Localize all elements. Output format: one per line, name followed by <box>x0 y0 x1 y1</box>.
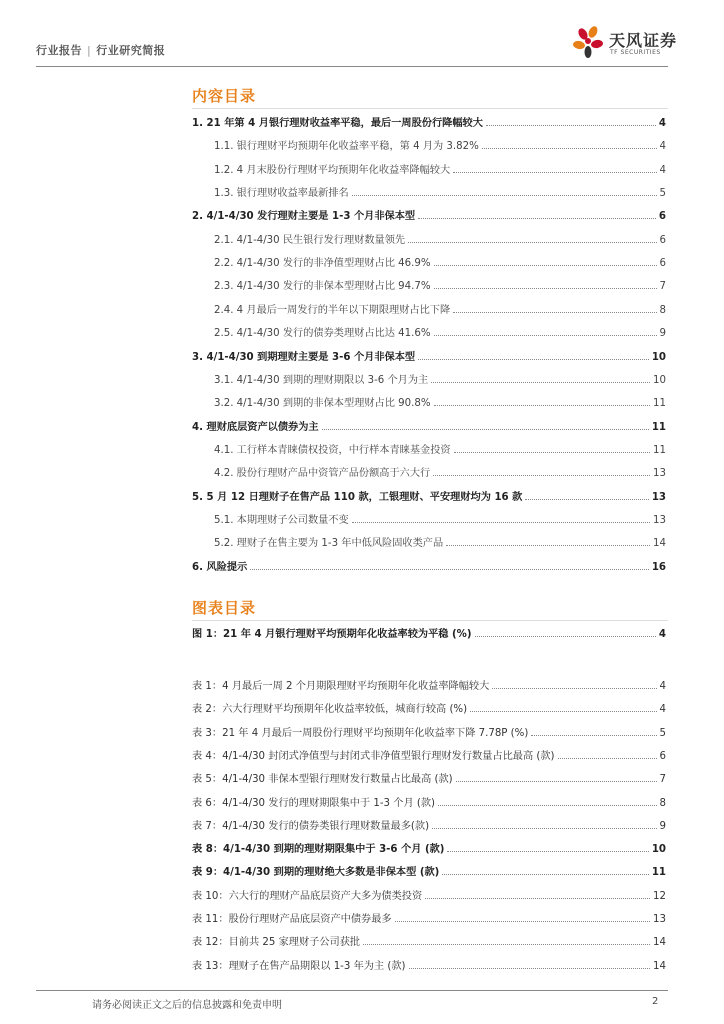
table-entry-page: 6 <box>659 751 666 762</box>
header-separator: | <box>87 44 92 57</box>
leader-dots <box>486 125 656 126</box>
toc-subsection-label: 2.3. 4/1-4/30 发行的非保本型理财占比 94.7% <box>214 281 431 292</box>
toc-subsection-page: 13 <box>653 515 666 526</box>
toc-subsection[interactable] <box>214 440 666 456</box>
toc-subsection[interactable] <box>214 253 666 269</box>
toc-subsection-page: 9 <box>659 328 666 339</box>
figures-title-divider <box>192 620 668 621</box>
table-entry-page: 11 <box>651 867 666 878</box>
toc-section[interactable] <box>192 417 666 433</box>
toc-subsection-page: 5 <box>659 188 666 199</box>
toc-section-label: 5. 5 月 12 日理财子在售产品 110 款，工银理财、平安理财均为 16 款 <box>192 492 523 503</box>
leader-dots <box>453 172 656 173</box>
disclaimer-text: 请务必阅读正文之后的信息披露和免责申明 <box>92 1000 282 1011</box>
leader-dots <box>250 569 649 570</box>
toc-subsection-label: 3.2. 4/1-4/30 到期的非保本型理财占比 90.8% <box>214 398 431 409</box>
toc-subsection-page: 14 <box>653 538 666 549</box>
toc-section[interactable] <box>192 557 666 573</box>
table-entry-label: 表 3：21 年 4 月最后一周股份行理财平均预期年化收益率下降 7.78P (%) <box>192 728 529 739</box>
toc-subsection-label: 5.2. 理财子在售主要为 1-3 年中低风险固收类产品 <box>214 538 444 549</box>
leader-dots <box>434 265 657 266</box>
toc-subsection[interactable] <box>214 136 666 152</box>
toc-section-label: 6. 风险提示 <box>192 562 248 573</box>
table-entry-label: 表 5：4/1-4/30 非保本型银行理财发行数量占比最高 (款) <box>192 774 453 785</box>
toc-subsection[interactable] <box>214 276 666 292</box>
leader-dots <box>322 429 649 430</box>
figures-title: 图表目录 <box>192 599 257 617</box>
table-entry[interactable] <box>192 932 666 948</box>
logo-english-text: TF SECURITIES <box>610 49 661 56</box>
leader-dots <box>434 335 657 336</box>
leader-dots <box>525 499 648 500</box>
toc-subsection-label: 4.2. 股份行理财产品中资管产品份额高于六大行 <box>214 468 431 479</box>
leader-dots <box>431 382 650 383</box>
leader-dots <box>352 195 657 196</box>
leader-dots <box>352 522 650 523</box>
toc-subsection-label: 3.1. 4/1-4/30 到期的理财期限以 3-6 个月为主 <box>214 375 429 386</box>
table-entry[interactable] <box>192 956 666 972</box>
toc-section-page: 16 <box>651 562 666 573</box>
leader-dots <box>363 944 650 945</box>
table-entry-page: 7 <box>659 774 666 785</box>
table-entry[interactable] <box>192 862 666 878</box>
toc-subsection-label: 2.5. 4/1-4/30 发行的债券类理财占比达 41.6% <box>214 328 431 339</box>
table-entry-label: 表 10：六大行的理财产品底层资产大多为债类投资 <box>192 891 423 902</box>
toc-subsection-page: 6 <box>659 235 666 246</box>
leader-dots <box>447 851 648 852</box>
toc-subsection[interactable] <box>214 300 666 316</box>
table-entry-label: 表 6：4/1-4/30 发行的理财期限集中于 1-3 个月 (款) <box>192 798 436 809</box>
leader-dots <box>418 218 656 219</box>
leader-dots <box>409 968 651 969</box>
toc-subsection-page: 4 <box>659 165 666 176</box>
leader-dots <box>442 874 648 875</box>
toc-section-page: 10 <box>651 352 666 363</box>
table-entry-page: 12 <box>653 891 666 902</box>
toc-subsection-page: 7 <box>659 281 666 292</box>
table-entry-label: 表 8：4/1-4/30 到期的理财期限集中于 3-6 个月 (款) <box>192 844 445 855</box>
table-entry-page: 4 <box>659 704 666 715</box>
table-entry[interactable] <box>192 816 666 832</box>
toc-subsection-page: 13 <box>653 468 666 479</box>
toc-subsection[interactable] <box>214 160 666 176</box>
toc-subsection-page: 11 <box>653 398 666 409</box>
toc-section[interactable] <box>192 113 666 129</box>
flower-logo-icon <box>569 20 609 64</box>
toc-section-page: 13 <box>651 492 666 503</box>
toc-subsection-label: 2.4. 4 月最后一周发行的半年以下期限理财占比下降 <box>214 305 451 316</box>
report-category: 行业报告 <box>36 44 82 57</box>
table-entry-page: 14 <box>653 937 666 948</box>
table-entry[interactable] <box>192 723 666 739</box>
table-entry-label: 表 4：4/1-4/30 封闭式净值型与封闭式非净值型银行理财发行数量占比最高 (款) <box>192 751 555 762</box>
table-entry-page: 10 <box>651 844 666 855</box>
toc-subsection[interactable] <box>214 370 666 386</box>
toc-subsection-label: 1.1. 银行理财平均预期年化收益率平稳，第 4 月为 3.82% <box>214 141 479 152</box>
leader-dots <box>470 711 656 712</box>
table-entry-label: 表 2：六大行理财平均预期年化收益率较低，城商行较高 (%) <box>192 704 468 715</box>
toc-section-page: 6 <box>658 211 666 222</box>
toc-section-label: 3. 4/1-4/30 到期理财主要是 3-6 个月非保本型 <box>192 352 416 363</box>
toc-subsection-page: 4 <box>659 141 666 152</box>
leader-dots <box>492 688 656 689</box>
leader-dots <box>433 475 650 476</box>
table-entry[interactable] <box>192 769 666 785</box>
table-entry-label: 表 11：股份行理财产品底层资产中债券最多 <box>192 914 392 925</box>
toc-section-label: 4. 理财底层资产以债券为主 <box>192 422 319 433</box>
leader-dots <box>531 735 656 736</box>
leader-dots <box>425 898 650 899</box>
toc-title: 内容目录 <box>192 87 257 105</box>
table-entry-page: 4 <box>659 681 666 692</box>
toc-section-page: 11 <box>651 422 666 433</box>
leader-dots <box>558 758 657 759</box>
leader-dots <box>456 781 657 782</box>
header-divider <box>36 66 668 67</box>
toc-section-page: 4 <box>658 118 666 129</box>
leader-dots <box>432 828 656 829</box>
table-entry[interactable] <box>192 793 666 809</box>
leader-dots <box>475 636 656 637</box>
footer-divider <box>36 990 668 991</box>
toc-subsection-label: 2.1. 4/1-4/30 民生银行发行理财数量领先 <box>214 235 406 246</box>
table-entry-label: 表 13：理财子在售产品期限以 1-3 年为主 (款) <box>192 961 406 972</box>
toc-subsection[interactable] <box>214 323 666 339</box>
table-entry-page: 5 <box>659 728 666 739</box>
toc-subsection-page: 11 <box>653 445 666 456</box>
table-entry-page: 8 <box>659 798 666 809</box>
report-type <box>36 42 165 58</box>
tf-securities-logo <box>569 20 689 64</box>
page-number: 2 <box>652 996 659 1007</box>
table-entry[interactable] <box>192 676 666 692</box>
toc-title-divider <box>192 108 668 109</box>
toc-subsection-label: 2.2. 4/1-4/30 发行的非净值型理财占比 46.9% <box>214 258 431 269</box>
toc-subsection[interactable] <box>214 533 666 549</box>
leader-dots <box>446 545 650 546</box>
toc-subsection[interactable] <box>214 230 666 246</box>
table-entry[interactable] <box>192 699 666 715</box>
table-entry-page: 13 <box>653 914 666 925</box>
leader-dots <box>454 452 650 453</box>
toc-section-label: 2. 4/1-4/30 发行理财主要是 1-3 个月非保本型 <box>192 211 416 222</box>
leader-dots <box>395 921 650 922</box>
leader-dots <box>434 405 651 406</box>
table-entry[interactable] <box>192 839 666 855</box>
table-entry-page: 14 <box>653 961 666 972</box>
toc-subsection-page: 8 <box>659 305 666 316</box>
leader-dots <box>408 242 656 243</box>
chart-entry-label: 图 1：21 年 4 月银行理财平均预期年化收益率较为平稳 (%) <box>192 629 472 640</box>
table-entry[interactable] <box>192 746 666 762</box>
toc-subsection-label: 5.1. 本期理财子公司数量不变 <box>214 515 349 526</box>
report-subcategory: 行业研究简报 <box>96 44 166 57</box>
toc-section-label: 1. 21 年第 4 月银行理财收益率平稳，最后一周股份行降幅较大 <box>192 118 483 129</box>
leader-dots <box>438 805 656 806</box>
toc-subsection-page: 6 <box>659 258 666 269</box>
table-entry-label: 表 9：4/1-4/30 到期的理财绝大多数是非保本型 (款) <box>192 867 440 878</box>
toc-subsection-page: 10 <box>653 375 666 386</box>
table-entry-page: 9 <box>659 821 666 832</box>
table-entry[interactable] <box>192 909 666 925</box>
toc-subsection[interactable] <box>214 183 666 199</box>
toc-section[interactable] <box>192 347 666 363</box>
toc-subsection[interactable] <box>214 463 666 479</box>
table-entry[interactable] <box>192 886 666 902</box>
table-entry-label: 表 12：目前共 25 家理财子公司获批 <box>192 937 361 948</box>
leader-dots <box>418 359 649 360</box>
chart-entry[interactable] <box>192 624 666 640</box>
chart-entry-page: 4 <box>658 629 666 640</box>
toc-subsection[interactable] <box>214 510 666 526</box>
table-entry-label: 表 7：4/1-4/30 发行的债券类银行理财数量最多(款) <box>192 821 430 832</box>
leader-dots <box>453 312 656 313</box>
table-entry-label: 表 1：4 月最后一周 2 个月期限理财平均预期年化收益率降幅较大 <box>192 681 490 692</box>
toc-subsection-label: 1.3. 银行理财收益率最新排名 <box>214 188 349 199</box>
toc-subsection-label: 4.1. 工行样本青睐债权投资，中行样本青睐基金投资 <box>214 445 451 456</box>
leader-dots <box>482 148 657 149</box>
toc-subsection[interactable] <box>214 393 666 409</box>
logo-chinese-text: 天风证券 <box>609 31 678 50</box>
leader-dots <box>434 288 657 289</box>
toc-section[interactable] <box>192 487 666 503</box>
toc-section[interactable] <box>192 206 666 222</box>
toc-subsection-label: 1.2. 4 月末股份行理财平均预期年化收益率降幅较大 <box>214 165 451 176</box>
